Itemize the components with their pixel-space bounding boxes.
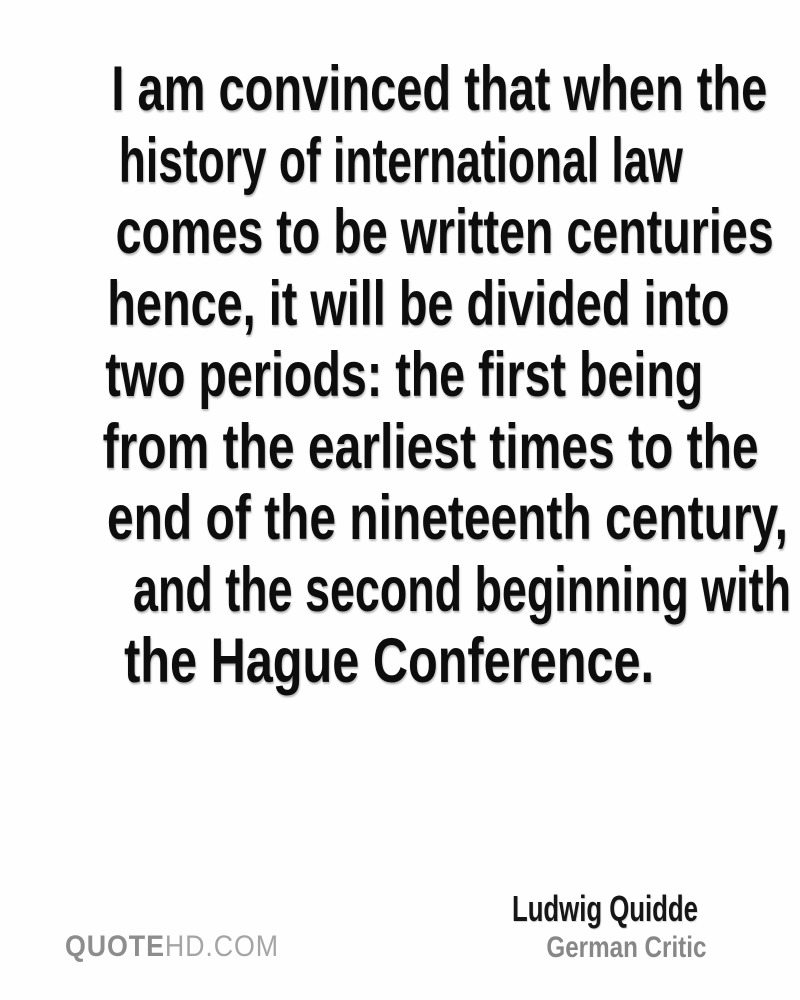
quote-line-text: hence, it will be divided into [107,268,730,339]
quotehd-logo [65,932,304,962]
quote-line-text: two periods: the first being [105,340,704,410]
quote-line [0,340,779,412]
quote-text [0,54,791,698]
quote-line [0,554,791,627]
quote-line [0,626,779,698]
author-name-text: Ludwig Quidde [511,888,698,929]
quotehd-logo-text [65,932,279,962]
quote-line-text: end of the nineteenth century, [106,483,788,553]
quote-line-text: and the second beginning with [133,554,791,625]
logo-secondary-text: HD.COM [164,930,280,963]
quote-line [0,412,779,484]
author-name [438,888,698,929]
quote-line-text: the Hague Conference. [124,626,655,696]
quote-line [0,483,788,555]
quote-line [0,54,779,126]
logo-primary-text: QUOTE [65,930,165,963]
quote-line [0,197,779,269]
author-role-text: German Critic [546,931,706,964]
quote-line-text: history of international law [118,125,683,196]
author-role [508,933,706,963]
quote-line [0,126,779,198]
quote-line-text: I am convinced that when the [111,54,768,124]
quote-line [0,269,779,341]
quote-line-text: from the earliest times to the [102,411,759,482]
quote-line-text: comes to be written centuries [115,197,774,267]
